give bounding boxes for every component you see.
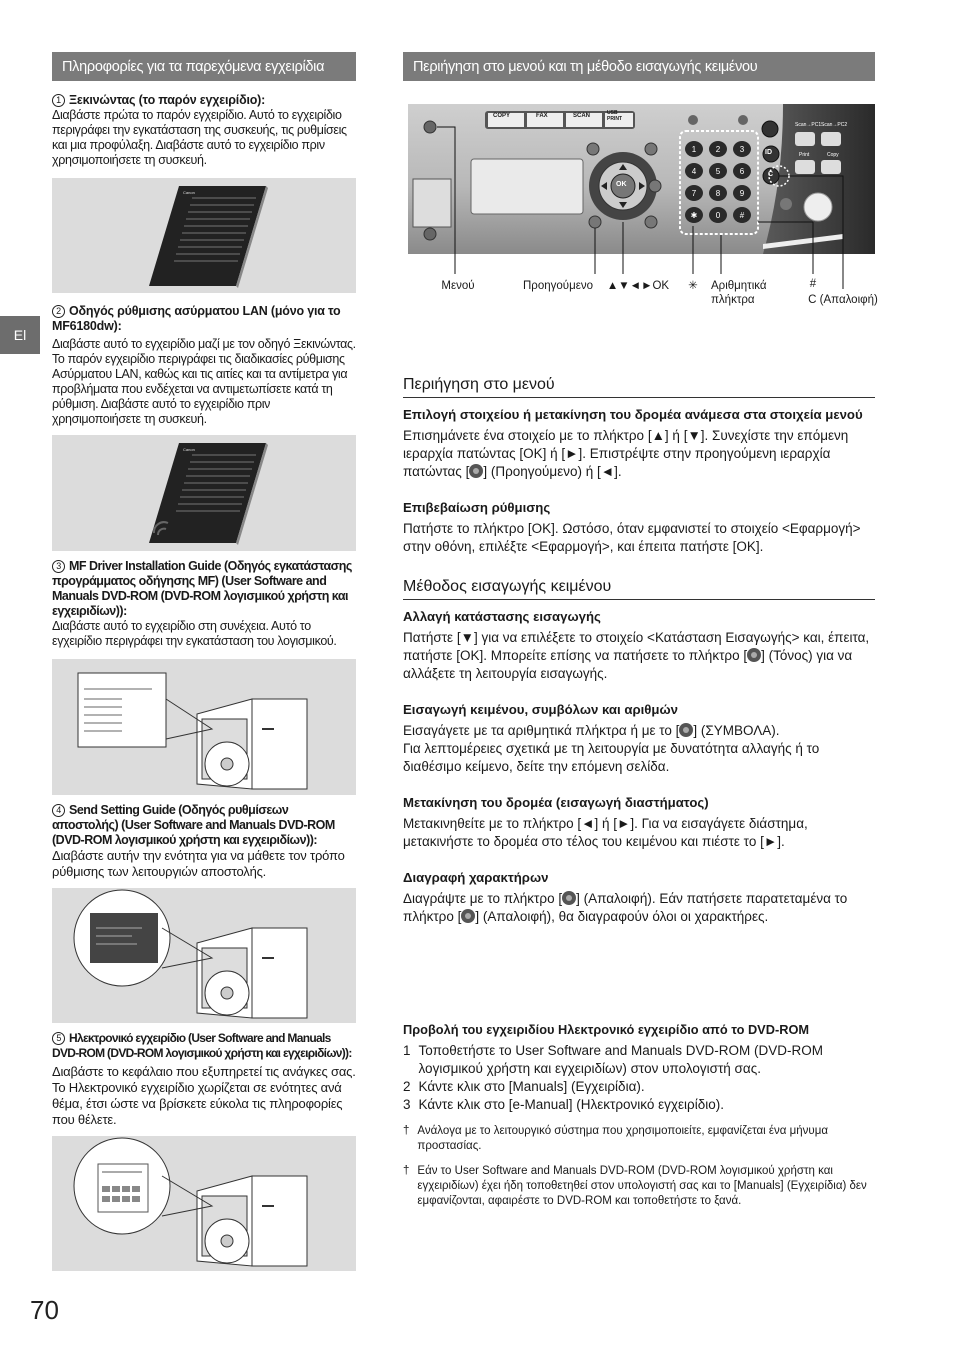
section-title: Περιήγηση στο μενού — [403, 376, 875, 398]
footnote-text: Εάν το User Software and Manuals DVD-ROM (DVD-ROM λογισμικού χρήστη και εγχειριδίων) έχει ήδη τοποθετηθεί στον υπολογιστή σας και το [Manuals] (Εγχειρίδια) δεν εμφανίζονται, αφαιρέστε το DVD-ROM και τοποθετήστε το ξανά. — [417, 1165, 867, 1207]
page-number: 70 — [30, 1295, 59, 1325]
text: ] (Τόνος) για να αλλάξετε τη λειτουργία εισαγωγής. — [403, 648, 853, 681]
item-title: Ηλεκτρονικό εγχειρίδιο (User Software and Manuals DVD-ROM (DVD-ROM λογισμικού χρήστη και εγχειριδίων)): — [52, 1031, 352, 1060]
monitor-dvd-illustration-3 — [52, 1136, 356, 1271]
subsection-title: Διαγραφή χαρακτήρων — [403, 870, 549, 885]
step-text: Τοποθετήστε το User Software and Manuals DVD-ROM (DVD-ROM λογισμικού χρήστη και εγχειριδίων) στον υπολογιστή σας. — [418, 1043, 823, 1076]
text: Επισημάνετε ένα στοιχείο με το πλήκτρο [▲] ή [▼]. Συνεχίστε την επόμενη ιεραρχία πατώντας [OK] ή [►]. Επιστρέψτε στην προηγούμενη ιεραρχία πατώντας [ — [403, 428, 849, 479]
label-arrows-ok: ▲▼◄►OK — [606, 280, 670, 292]
step-item — [403, 1078, 875, 1096]
menu-navigation-section — [403, 376, 875, 556]
subsection-title: Αλλαγή κατάστασης εισαγωγής — [403, 609, 601, 624]
paragraph: Μετακινηθείτε με το πλήκτρο [◄] ή [►]. Για να εισαγάγετε διάστημα, μετακινήστε το δρομέα στο τέλος του κειμένου και πιέστε το [►]. — [403, 816, 808, 849]
item-title: Send Setting Guide (Οδηγός ρυθμίσεων αποστολής) (User Software and Manuals DVD-ROM (DVD-ROM λογισμικού χρήστη και εγχειριδίων)): — [52, 803, 335, 847]
clear-button[interactable]: C — [768, 171, 774, 178]
item-body: Διαβάστε αυτό το εγχειρίδιο στη συνέχεια. Αυτό το εγχειρίδιο περιγράφει την εγκατάσταση του λογισμικού. — [52, 619, 337, 648]
step-number: 1 — [403, 1043, 411, 1058]
manual-item-3 — [52, 559, 356, 649]
text-entry-section — [403, 578, 875, 926]
section-title: Μέθοδος εισαγωγής κειμένου — [403, 578, 875, 600]
key-4[interactable]: 4 — [685, 163, 703, 179]
item-number: 3 — [52, 560, 65, 573]
step-number: 3 — [403, 1097, 411, 1112]
paragraph — [403, 722, 875, 776]
text: Διαγράψτε με το πλήκτρο [ — [403, 891, 563, 906]
item-body: Διαβάστε αυτό το εγχειρίδιο μαζί με τον οδηγό Ξεκινώντας. Το παρόν εγχειρίδιο περιγράφει τις διαδικασίες ρύθμισης Ασύρματου LAN, καθώς και τις αιτίες και τα αντίμετρα για προβλήματα που ενδέχεται να αντιμετωπίσετε κατά τη ρύθμιση. Διαβάστε αυτό το εγχειρίδιο πριν χρησιμοποιήσετε τη συσκευή. — [52, 337, 356, 426]
label-back: Προηγούμενο — [523, 280, 593, 292]
booklet-logo: Canon — [183, 190, 195, 195]
label-tone: ✳ — [688, 280, 698, 292]
booklet-illustration-2 — [52, 435, 356, 551]
text: ] (Προηγούμενο) ή [◄]. — [483, 464, 622, 479]
item-title: MF Driver Installation Guide (Οδηγός εγκατάστασης προγράμματος οδήγησης MF) (User Software and Manuals DVD-ROM (DVD-ROM λογισμικού χρήστη και εγχειριδίων)): — [52, 559, 352, 618]
item-body: Διαβάστε πρώτα το παρόν εγχειρίδιο. Αυτό το εγχειρίδιο περιγράφει την εγκατάσταση της συσκευής, τις ρυθμίσεις και μια προφύλαξη. Διαβάστε αυτό το εγχειρίδιο πριν χρησιμοποιήσετε τη συσκευή. — [52, 108, 347, 167]
manual-item-1 — [52, 93, 356, 168]
footnote-mark: † — [403, 1125, 410, 1137]
text: Εισαγάγετε με τα αριθμητικά πλήκτρα ή με το [ — [403, 723, 680, 738]
paragraph: Πατήστε το πλήκτρο [OK]. Ωστόσο, όταν εμφανιστεί το στοιχείο <Εφαρμογή> στην οθόνη, επιλέξτε <Εφαρμογή>, και έπειτα πατήστε [OK]. — [403, 521, 861, 554]
key-1[interactable]: 1 — [685, 141, 703, 157]
key-tone[interactable]: ✱ — [685, 207, 703, 223]
manual-item-2 — [52, 304, 356, 427]
scan-pc2-button[interactable]: Scan→PC2 — [821, 122, 848, 128]
usb-print-button[interactable]: USB PRINT — [607, 110, 622, 122]
scan-pc1-button[interactable]: Scan→PC1 — [795, 122, 822, 128]
back-key-icon — [469, 464, 483, 478]
steps-list — [403, 1042, 875, 1114]
right-section-header: Περιήγηση στο μενού και τη μέθοδο εισαγωγής κειμένου — [403, 52, 875, 81]
ok-button[interactable]: OK — [616, 181, 627, 188]
booklet-logo: Canon — [183, 447, 195, 452]
item-number: 5 — [52, 1032, 65, 1045]
text: Για λεπτομέρειες σχετικά με τη λειτουργία με δυνατότητα αλλαγής ή το διαθέσιμο κείμενο, δείτε την επόμενη σελίδα. — [403, 741, 820, 774]
tone-key-icon — [747, 648, 761, 662]
key-8[interactable]: 8 — [709, 185, 727, 201]
label-numeric-keys: Αριθμητικά πλήκτρα — [711, 280, 767, 306]
left-section-header: Πληροφορίες για τα παρεχόμενα εγχειρίδια — [52, 52, 356, 81]
key-0[interactable]: 0 — [709, 207, 727, 223]
subsection-title: Επιβεβαίωση ρύθμισης — [403, 500, 551, 515]
text: ] (ΣΥΜΒΟΛΑ). — [693, 723, 780, 738]
paragraph — [403, 890, 875, 926]
copy-button[interactable]: COPY — [493, 113, 511, 119]
item-body: Διαβάστε αυτήν την ενότητα για να μάθετε τον τρόπο ρύθμισης των λειτουργιών αποστολής. — [52, 848, 345, 879]
id-button[interactable]: ID — [765, 149, 772, 156]
step-item — [403, 1042, 875, 1078]
item-body: Διαβάστε το κεφάλαιο που εξυπηρετεί τις ανάγκες σας. Το Ηλεκτρονικό εγχειρίδιο χωρίζεται σε ενότητες ανά θέμα, έτσι ώστε να βρίσκετε εύκολα τις πληροφορίες που θέλετε. — [52, 1064, 356, 1127]
numeric-keypad — [685, 141, 755, 223]
step-number: 2 — [403, 1079, 411, 1094]
clear-key-icon — [562, 891, 576, 905]
fax-button[interactable]: FAX — [536, 113, 548, 119]
subsection-title: Εισαγωγή κειμένου, συμβόλων και αριθμών — [403, 702, 678, 717]
footnote — [403, 1164, 875, 1209]
item-number: 1 — [52, 94, 65, 107]
key-7[interactable]: 7 — [685, 185, 703, 201]
item-title: Ξεκινώντας (το παρόν εγχειρίδιο): — [69, 93, 266, 107]
language-tab: El — [0, 316, 40, 354]
footnote-mark: † — [403, 1165, 410, 1177]
key-9[interactable]: 9 — [733, 185, 751, 201]
control-panel-illustration — [403, 104, 878, 372]
left-column — [52, 52, 356, 1271]
monitor-dvd-illustration-1 — [52, 659, 356, 795]
item-number: 4 — [52, 804, 65, 817]
step-text: Κάντε κλικ στο [Manuals] (Εγχειρίδια). — [418, 1079, 645, 1094]
clear-key-icon — [461, 909, 475, 923]
print-button[interactable]: Print — [799, 152, 810, 158]
scan-button[interactable]: SCAN — [573, 113, 591, 119]
paragraph — [403, 427, 875, 481]
item-title: Οδηγός ρύθμισης ασύρματου LAN (μόνο για το MF6180dw): — [52, 304, 341, 333]
copy2-button[interactable]: Copy — [827, 152, 839, 158]
label-menu: Μενού — [441, 280, 475, 292]
subsection-title: Επιλογή στοιχείου ή μετακίνηση του δρομέα ανάμεσα στα στοιχεία μενού — [403, 407, 863, 422]
key-3[interactable]: 3 — [733, 141, 751, 157]
key-5[interactable]: 5 — [709, 163, 727, 179]
step-text: Κάντε κλικ στο [e-Manual] (Ηλεκτρονικό εγχειρίδιο). — [418, 1097, 724, 1112]
emanual-section — [403, 1021, 875, 1209]
step-item — [403, 1096, 875, 1114]
subsection-title: Προβολή του εγχειριδίου Ηλεκτρονικό εγχειρίδιο από το DVD-ROM — [403, 1022, 810, 1037]
footnote-text: Ανάλογα με το λειτουργικό σύστημα που χρησιμοποιείτε, εμφανίζεται ένα μήνυμα προστασίας. — [417, 1125, 828, 1152]
manual-item-5 — [52, 1031, 356, 1128]
booklet-illustration-1 — [52, 178, 356, 293]
item-number: 2 — [52, 305, 65, 318]
text: ] (Απαλοιφή). Εάν πατήσετε παρατεταμένα το πλήκτρο [ — [403, 891, 848, 924]
key-hash[interactable]: # — [733, 207, 751, 223]
label-clear: C (Απαλοιφή) — [808, 294, 878, 306]
right-column — [403, 52, 878, 1209]
manual-item-4 — [52, 803, 356, 880]
key-2[interactable]: 2 — [709, 141, 727, 157]
label-hash: # — [809, 278, 817, 290]
footnote — [403, 1124, 875, 1154]
subsection-title: Μετακίνηση του δρομέα (εισαγωγή διαστήματος) — [403, 795, 709, 810]
monitor-dvd-illustration-2 — [52, 888, 356, 1023]
hash-key-icon — [679, 723, 693, 737]
paragraph — [403, 629, 875, 683]
key-6[interactable]: 6 — [733, 163, 751, 179]
text: Πατήστε [▼] για να επιλέξετε το στοιχείο <Κατάσταση Εισαγωγής> και, έπειτα, πατήστε [OK]. Μπορείτε επίσης να πατήσετε το πλήκτρο [ — [403, 630, 870, 663]
text: ] (Απαλοιφή), θα διαγραφούν όλοι οι χαρακτήρες. — [475, 909, 769, 924]
